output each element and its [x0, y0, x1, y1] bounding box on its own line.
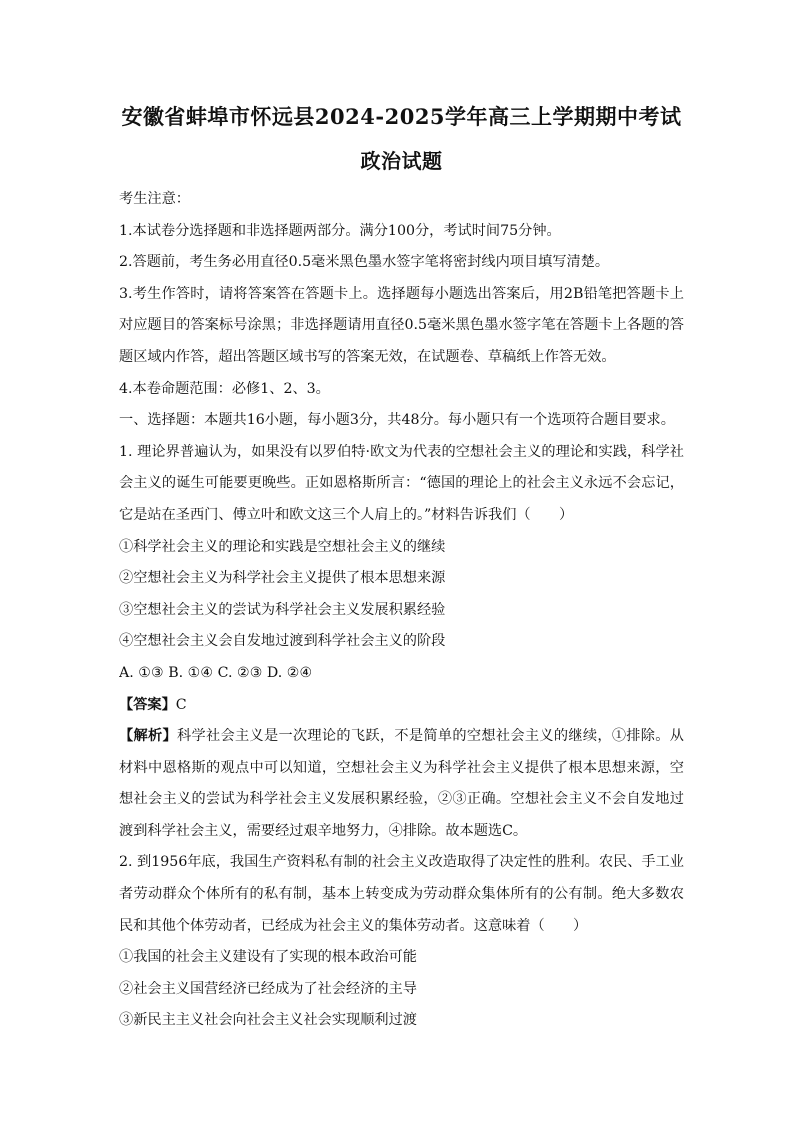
document-subtitle: 政治试题 [360, 149, 443, 173]
question-option: ②空想社会主义为科学社会主义提供了根本思想来源 [119, 570, 446, 587]
question-option: ①我国的社会主义建设有了实现的根本政治可能 [119, 949, 417, 966]
question-choices: A. ①③ B. ①④ C. ②③ D. ②④ [119, 664, 313, 681]
question-option: ②社会主义国营经济已经成为了社会经济的主导 [119, 980, 417, 997]
notice-item: 3.考生作答时，请将答案答在答题卡上。选择题每小题选出答案后，用2B铅笔把答题卡上对应题目的答案标号涂黑；非选择题请用直径0.5毫米黑色墨水签字笔在答题卡上各题的答题区域内作答，超出答题区域书写的答案无效，在试题卷、草稿纸上作答无效。 [119, 285, 684, 365]
analysis-label: 【解析】 [119, 728, 177, 745]
question-stem: 2. 到1956年底，我国生产资料私有制的社会主义改造取得了决定性的胜利。农民、手工业者劳动群众个体所有的私有制，基本上转变成为劳动群众集体所有的公有制。绝大多数农民和其他个体劳动者，已经成为社会主义的集体劳动者。这意味着（ ） [119, 854, 684, 934]
question-stem: 1. 理论界普遍认为，如果没有以罗伯特·欧文为代表的空想社会主义的理论和实践，科学社会主义的诞生可能要更晚些。正如恩格斯所言：“德国的理论上的社会主义永远不会忘记，它是站在圣西门、傅立叶和欧文这三个人肩上的。”材料告诉我们（ ） [119, 443, 684, 523]
answer-label: 【答案】 [119, 696, 176, 713]
analysis-block [119, 721, 684, 847]
question-option: ④空想社会主义会自发地过渡到科学社会主义的阶段 [119, 633, 446, 650]
notice-heading: 考生注意： [119, 191, 190, 207]
notice-item: 4.本卷命题范围：必修1、2、3。 [119, 380, 330, 397]
question-option: ①科学社会主义的理论和实践是空想社会主义的继续 [119, 538, 446, 555]
question-option: ③空想社会主义的尝试为科学社会主义发展积累经验 [119, 601, 446, 618]
analysis-text: 科学社会主义是一次理论的飞跃，不是简单的空想社会主义的继续，①排除。从材料中恩格斯的观点中可以知道，空想社会主义为科学社会主义提供了根本思想来源，空想社会主义的尝试为科学社会主义发展积累经验，②③正确。空想社会主义不会自发地过渡到科学社会主义，需要经过艰辛地努力，④排除。故本题选C。 [119, 728, 684, 839]
document-title: 安徽省蚌埠市怀远县2024-2025学年高三上学期期中考试 [121, 104, 682, 129]
section-heading: 一、选择题：本题共16小题，每小题3分，共48分。每小题只有一个选项符合题目要求。 [119, 412, 675, 429]
notice-item: 2.答题前，考生务必用直径0.5毫米黑色墨水签字笔将密封线内项目填写清楚。 [119, 254, 610, 271]
notice-item: 1.本试卷分选择题和非选择题两部分。满分100分，考试时间75分钟。 [119, 222, 561, 239]
answer-value: C [175, 696, 187, 713]
question-option: ③新民主主义社会向社会主义社会实现顺利过渡 [119, 1012, 417, 1029]
answer-line [119, 694, 684, 716]
